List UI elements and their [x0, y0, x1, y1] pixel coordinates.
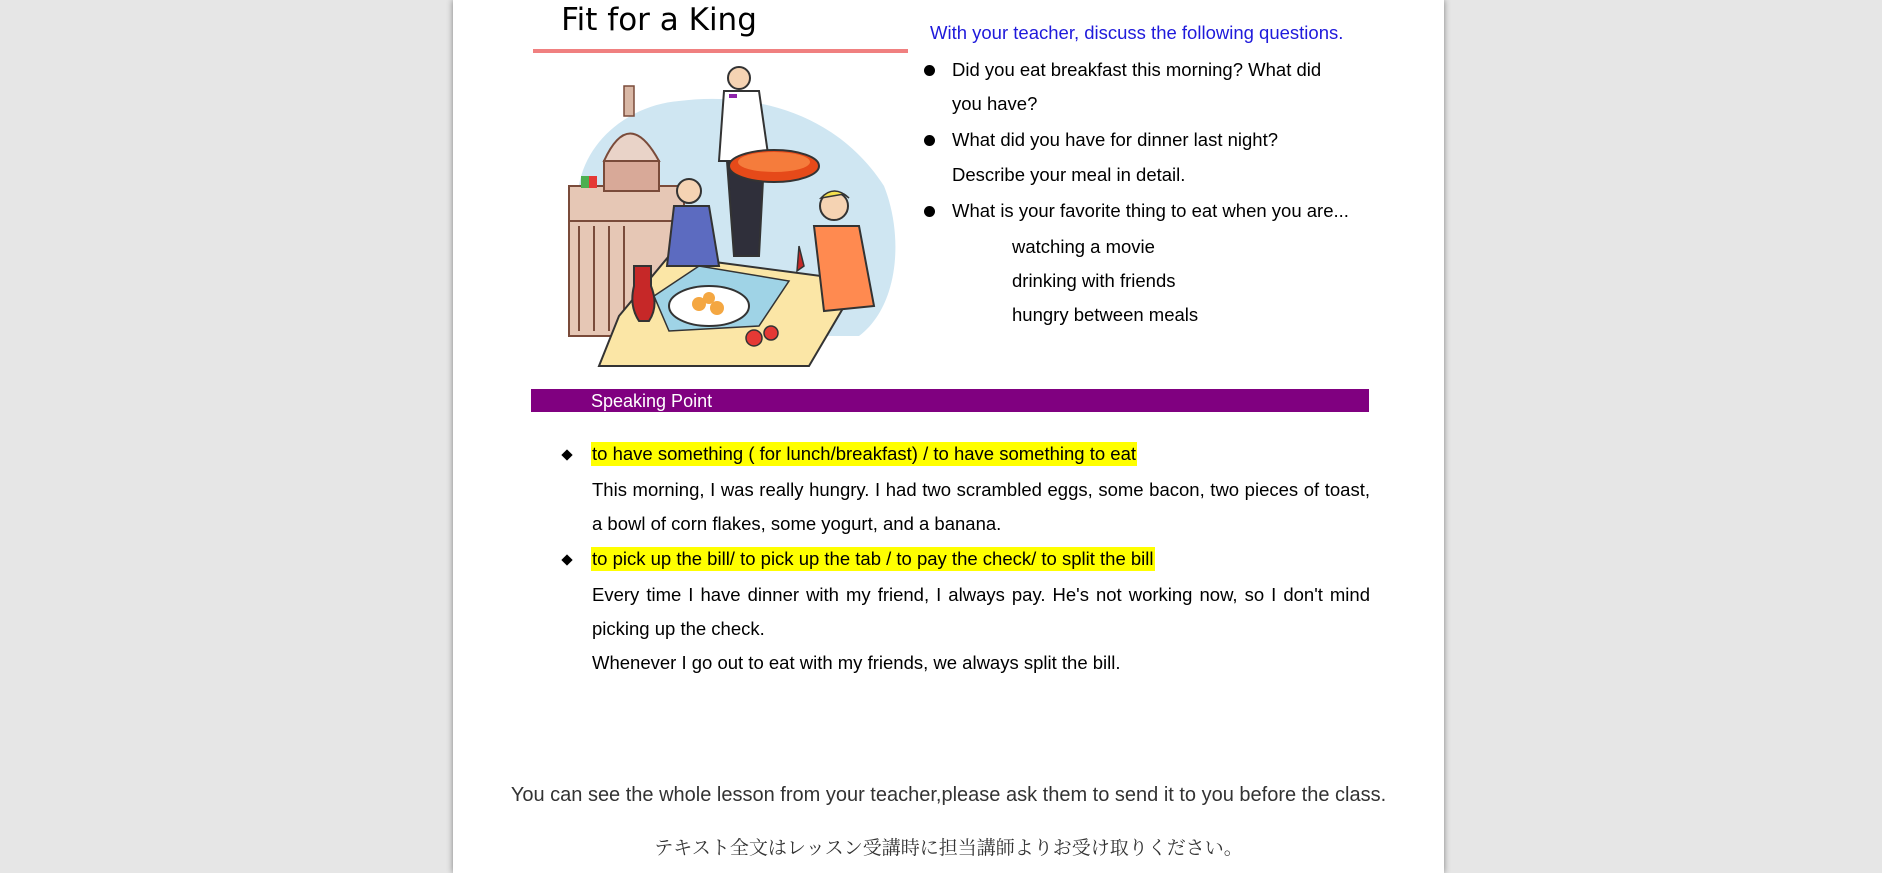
- worksheet-title: Fit for a King: [561, 2, 757, 38]
- footer-japanese-note: テキスト全文はレッスン受講時に担当講師よりお受け取りください。: [654, 837, 1243, 859]
- restaurant-dinner-illustration: [559, 66, 903, 370]
- question-1-line-1: Did you eat breakfast this morning? What did: [952, 59, 1322, 80]
- diamond-bullet-icon: [561, 449, 572, 460]
- question-2-line-2: Describe your meal in detail.: [952, 164, 1186, 185]
- phrase-highlight-1: to have something ( for lunch/breakfast) / to have something to eat: [592, 443, 1136, 464]
- speaking-point-label: Speaking Point: [591, 391, 713, 411]
- example-paragraph-1: This morning, I was really hungry. I had two scrambled eggs, some bacon, two pieces of toast, a bowl of corn flakes, some yogurt, and a banana.: [592, 479, 1370, 534]
- speaking-point-bar: [531, 389, 1369, 412]
- question-3-line-1: What is your favorite thing to eat when you are...: [952, 200, 1349, 221]
- sub-item-hungry: hungry between meals: [1012, 304, 1199, 325]
- question-1-line-2: you have?: [952, 93, 1038, 114]
- sub-item-movie: watching a movie: [1012, 236, 1155, 257]
- phrase-highlight-2: to pick up the bill/ to pick up the tab / to pay the check/ to split the bill: [592, 548, 1154, 569]
- title-underline: [533, 49, 908, 53]
- example-paragraph-3: Whenever I go out to eat with my friends, we always split the bill.: [592, 652, 1121, 673]
- worksheet-page: [453, 0, 1444, 873]
- discuss-prompt: With your teacher, discuss the following questions.: [930, 22, 1344, 43]
- bullet-icon: [924, 206, 935, 217]
- footer-english-note: You can see the whole lesson from your teacher,please ask them to send it to you before the class.: [510, 784, 1387, 806]
- bullet-icon: [924, 135, 935, 146]
- sub-item-drinking: drinking with friends: [1012, 270, 1176, 291]
- diamond-bullet-icon: [561, 554, 572, 565]
- example-paragraph-2: Every time I have dinner with my friend, I always pay. He's not working now, so I don't mind picking up the check.: [592, 584, 1370, 639]
- question-2-line-1: What did you have for dinner last night?: [952, 129, 1278, 150]
- bullet-icon: [924, 65, 935, 76]
